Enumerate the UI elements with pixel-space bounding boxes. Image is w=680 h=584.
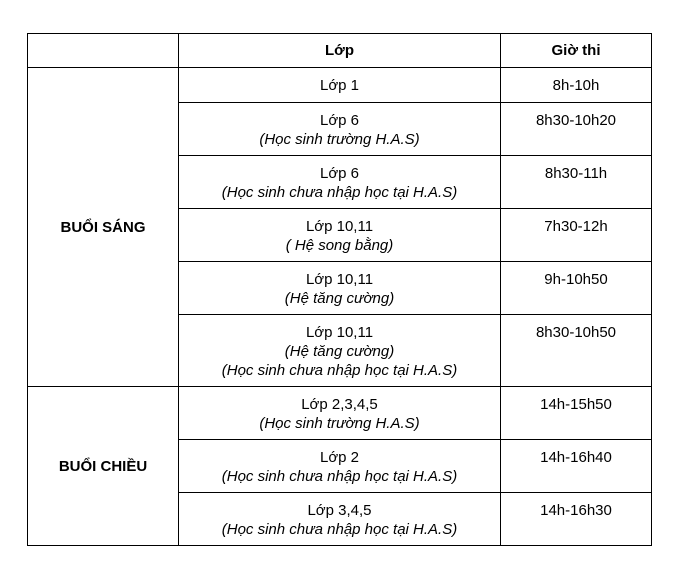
class-note: (Học sinh trường H.A.S) bbox=[259, 415, 420, 432]
class-label: Lớp 2 bbox=[319, 449, 360, 466]
exam-time: 14h-16h40 bbox=[540, 449, 612, 466]
exam-schedule-table bbox=[27, 33, 652, 546]
class-note: (Học sinh chưa nhập học tại H.A.S) bbox=[221, 468, 458, 485]
exam-time: 8h30-10h50 bbox=[535, 324, 617, 341]
time-cell bbox=[501, 103, 652, 156]
time-cell bbox=[501, 156, 652, 209]
class-cell bbox=[179, 209, 501, 262]
class-cell bbox=[179, 68, 501, 103]
class-cell bbox=[179, 103, 501, 156]
time-cell bbox=[501, 440, 652, 493]
class-label: Lớp 6 bbox=[319, 112, 360, 129]
class-label: Lớp 1 bbox=[319, 77, 360, 94]
class-cell bbox=[179, 156, 501, 209]
class-note: (Hệ tăng cường) bbox=[284, 343, 395, 360]
exam-time: 8h30-10h20 bbox=[535, 112, 617, 129]
exam-time: 8h-10h bbox=[552, 77, 600, 94]
exam-time: 14h-15h50 bbox=[540, 396, 612, 413]
class-label: Lớp 3,4,5 bbox=[307, 502, 372, 519]
time-cell bbox=[501, 68, 652, 103]
exam-time: 9h-10h50 bbox=[544, 271, 608, 288]
session-morning: BUỔI SÁNG bbox=[28, 68, 179, 387]
time-cell bbox=[501, 315, 652, 387]
class-cell bbox=[179, 315, 501, 387]
session-afternoon: BUỔI CHIỀU bbox=[28, 387, 179, 546]
class-label: Lớp 10,11 bbox=[305, 218, 374, 235]
class-cell bbox=[179, 387, 501, 440]
class-note: (Học sinh trường H.A.S) bbox=[259, 131, 420, 148]
time-cell bbox=[501, 387, 652, 440]
time-cell bbox=[501, 209, 652, 262]
class-note-secondary: (Học sinh chưa nhập học tại H.A.S) bbox=[221, 362, 458, 379]
class-note: ( Hệ song bằng) bbox=[285, 237, 394, 254]
table-header-row bbox=[28, 34, 652, 68]
header-class: Lớp bbox=[179, 34, 501, 68]
exam-time: 7h30-12h bbox=[544, 218, 608, 235]
class-cell bbox=[179, 493, 501, 546]
class-cell bbox=[179, 262, 501, 315]
class-note: (Hệ tăng cường) bbox=[284, 290, 395, 307]
header-exam-time: Giờ thi bbox=[501, 34, 652, 68]
header-session bbox=[28, 34, 179, 68]
class-label: Lớp 2,3,4,5 bbox=[301, 396, 378, 413]
class-note: (Học sinh chưa nhập học tại H.A.S) bbox=[221, 184, 458, 201]
time-cell bbox=[501, 262, 652, 315]
class-cell bbox=[179, 440, 501, 493]
class-label: Lớp 10,11 bbox=[305, 324, 374, 341]
class-label: Lớp 6 bbox=[319, 165, 360, 182]
table-row bbox=[28, 68, 652, 103]
exam-time: 8h30-11h bbox=[544, 165, 608, 182]
time-cell bbox=[501, 493, 652, 546]
class-note: (Học sinh chưa nhập học tại H.A.S) bbox=[221, 521, 458, 538]
class-label: Lớp 10,11 bbox=[305, 271, 374, 288]
exam-time: 14h-16h30 bbox=[540, 502, 612, 519]
table-row bbox=[28, 387, 652, 440]
